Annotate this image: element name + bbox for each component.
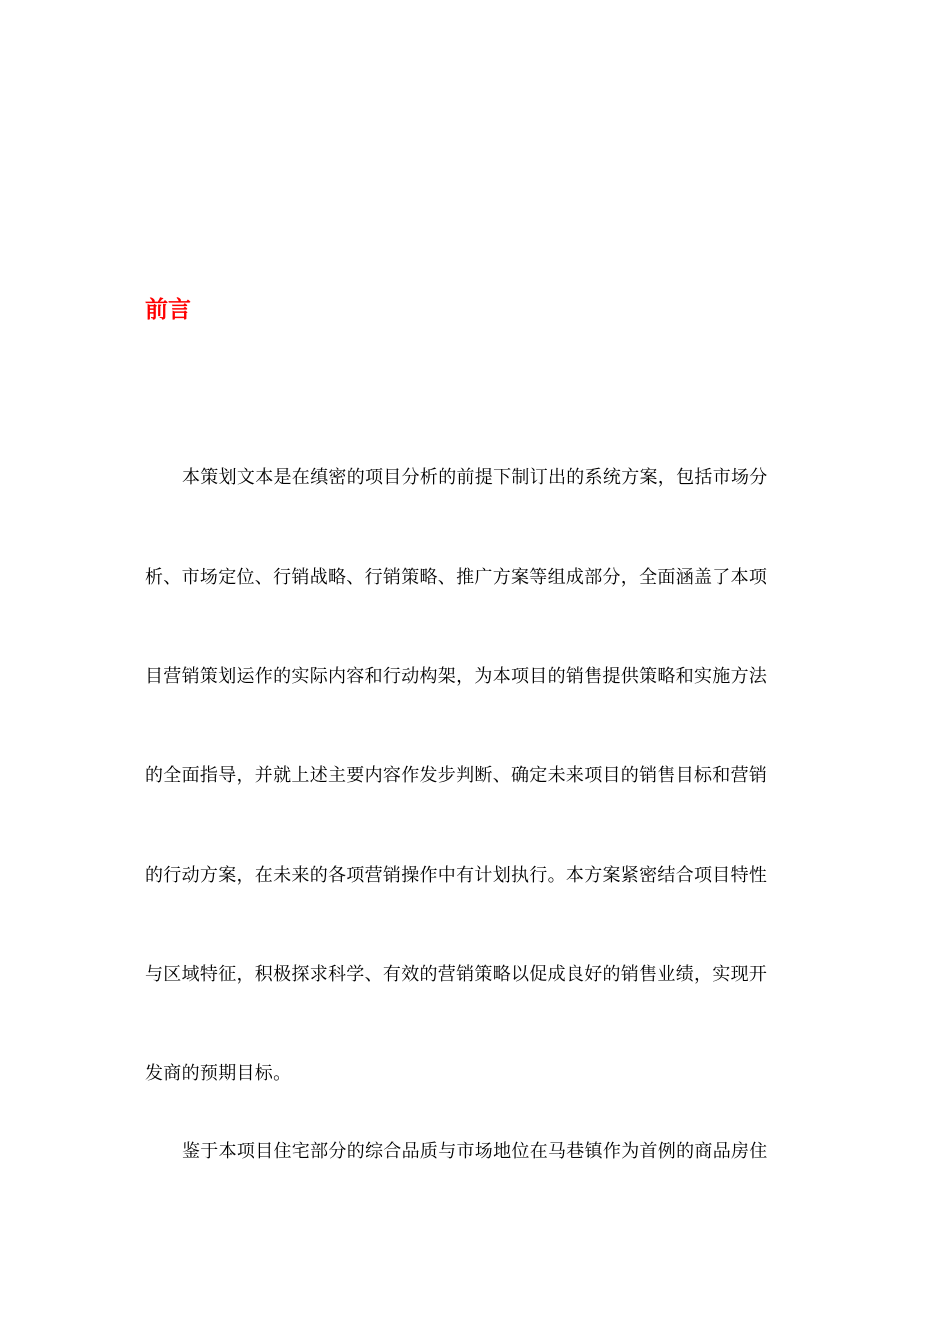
paragraph-line: 的全面指导，并就上述主要内容作发步判断、确定未来项目的销售目标和营销 [145,765,768,786]
paragraph-line: 析、市场定位、行销战略、行销策略、推广方案等组成部分，全面涵盖了本项 [145,567,768,588]
paragraph-line: 的行动方案，在未来的各项营销操作中有计划执行。本方案紧密结合项目特性 [145,865,768,886]
paragraph-line: 本策划文本是在缜密的项目分析的前提下制订出的系统方案，包括市场分 [182,467,768,488]
section-heading: 前言 [145,297,191,323]
paragraph-line: 与区域特征，积极探求科学、有效的营销策略以促成良好的销售业绩，实现开 [145,964,768,985]
paragraph-line: 发商的预期目标。 [145,1063,292,1084]
paragraph-line: 目营销策划运作的实际内容和行动构架，为本项目的销售提供策略和实施方法 [145,666,768,687]
paragraph-line: 鉴于本项目住宅部分的综合品质与市场地位在马巷镇作为首例的商品房住 [182,1141,768,1162]
